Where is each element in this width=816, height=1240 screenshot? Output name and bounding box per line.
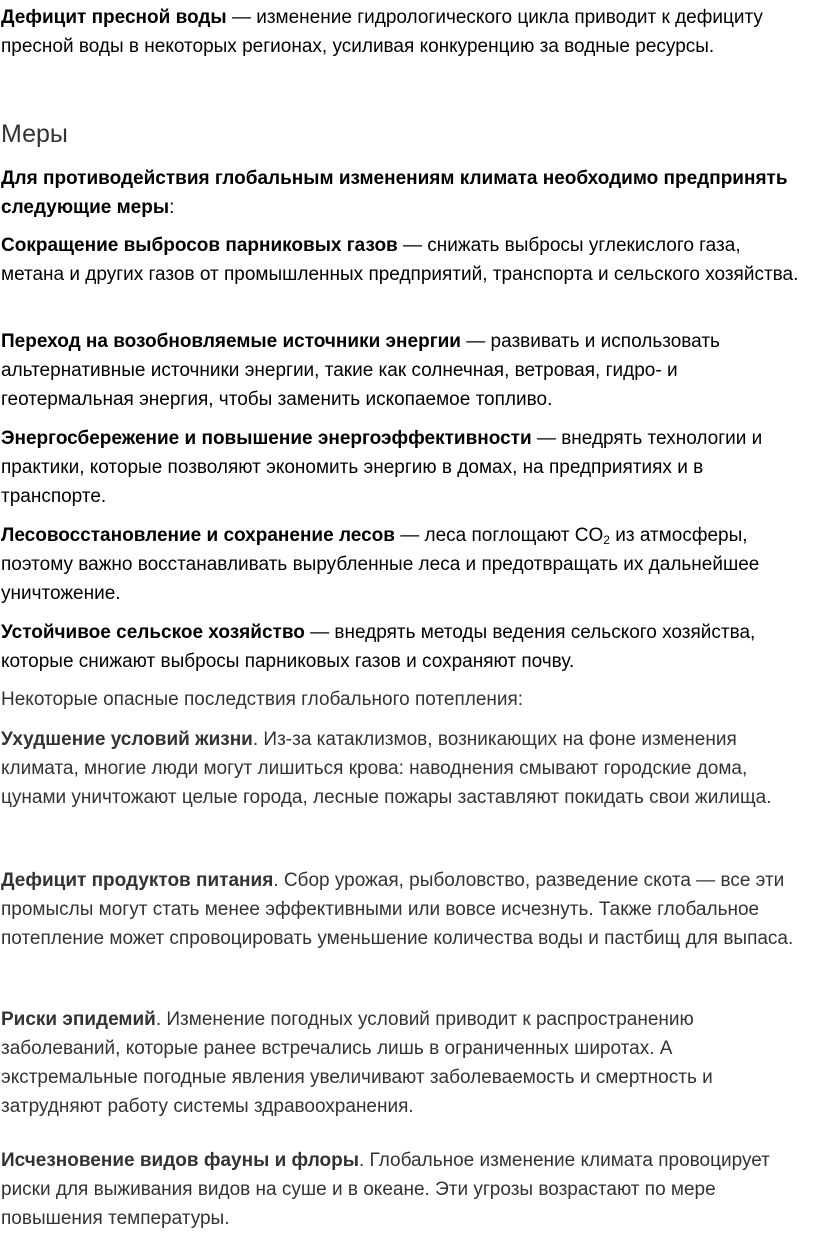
consequence-item-species bbox=[1, 1146, 781, 1233]
measure-item-forests bbox=[1, 521, 813, 608]
measure-text: — внедрять методы ведения сельского хозяйства, которые снижают выбросы парниковых газов и сохраняют почву. bbox=[1, 622, 756, 672]
measure-item-agriculture bbox=[1, 618, 801, 676]
consequence-term: Исчезновение видов фауны и флоры bbox=[1, 1150, 359, 1171]
consequences-intro: Некоторые опасные последствия глобального потепления: bbox=[1, 689, 524, 710]
consequence-text: . Из-за катаклизмов, возникающих на фоне изменения климата, многие люди могут лишиться крова: наводнения смывают городские дома, цунами уничтожают целые города, лесные пожары заставляют покидать свои жилища. bbox=[1, 729, 772, 808]
consequence-term: Риски эпидемий bbox=[1, 1009, 156, 1030]
co2-subscript: 2 bbox=[603, 533, 610, 547]
measure-text-after: из атмосферы, поэтому важно восстанавливать вырубленные леса и предотвращать их дальнейшее уничтожение. bbox=[1, 525, 760, 604]
consequence-item-living bbox=[1, 725, 816, 812]
intro-term: Дефицит пресной воды bbox=[1, 7, 227, 28]
measures-lead-tail: : bbox=[169, 197, 175, 218]
measure-text-before: — леса поглощают CO bbox=[394, 525, 604, 546]
intro-text: — изменение гидрологического цикла приводит к дефициту пресной воды в некоторых регионах, усиливая конкуренцию за водные ресурсы. bbox=[1, 7, 763, 57]
consequence-text: . Изменение погодных условий приводит к распространению заболеваний, которые ранее встречались лишь в ограниченных широтах. А экстремальные погодные явления увеличивают заболеваемость и смертность и затрудняют работу системы здравоохранения. bbox=[1, 1009, 713, 1117]
consequence-text: . Сбор урожая, рыболовство, разведение скота — все эти промыслы могут стать менее эффективными или вовсе исчезнуть. Также глобальное потепление может спровоцировать уменьшение количества воды и пастбищ для выпаса. bbox=[1, 870, 794, 949]
measure-item-renewables bbox=[1, 327, 806, 414]
measures-lead bbox=[1, 164, 801, 222]
consequence-item-epidemics bbox=[1, 1005, 801, 1121]
measures-lead-bold: Для противодействия глобальным изменениям климата необходимо предпринять следующие меры bbox=[1, 168, 788, 218]
measure-term: Энергосбережение и повышение энергоэффективности bbox=[1, 428, 532, 449]
measure-term: Лесовосстановление и сохранение лесов bbox=[1, 525, 395, 546]
measure-item-efficiency bbox=[1, 424, 801, 511]
intro-paragraph bbox=[1, 3, 801, 61]
measure-text: — снижать выбросы углекислого газа, метана и других газов от промышленных предприятий, транспорта и сельского хозяйства. bbox=[1, 235, 799, 285]
measure-term: Сокращение выбросов парниковых газов bbox=[1, 235, 398, 256]
measure-item-emissions bbox=[1, 231, 801, 289]
consequence-text: . Глобальное изменение климата провоцирует риски для выживания видов на суше и в океане. Эти угрозы возрастают по мере повышения температуры. bbox=[1, 1150, 770, 1229]
measure-term: Устойчивое сельское хозяйство bbox=[1, 622, 305, 643]
consequence-term: Дефицит продуктов питания bbox=[1, 870, 274, 891]
measure-text: — развивать и использовать альтернативные источники энергии, такие как солнечная, ветровая, гидро- и геотермальная энергия, чтобы заменить ископаемое топливо. bbox=[1, 331, 720, 410]
consequence-item-food bbox=[1, 866, 801, 953]
measure-text: — внедрять технологии и практики, которые позволяют экономить энергию в домах, на предприятиях и в транспорте. bbox=[1, 428, 763, 507]
measure-term: Переход на возобновляемые источники энергии bbox=[1, 331, 461, 352]
consequence-term: Ухудшение условий жизни bbox=[1, 729, 253, 750]
measures-heading: Меры bbox=[1, 120, 68, 148]
